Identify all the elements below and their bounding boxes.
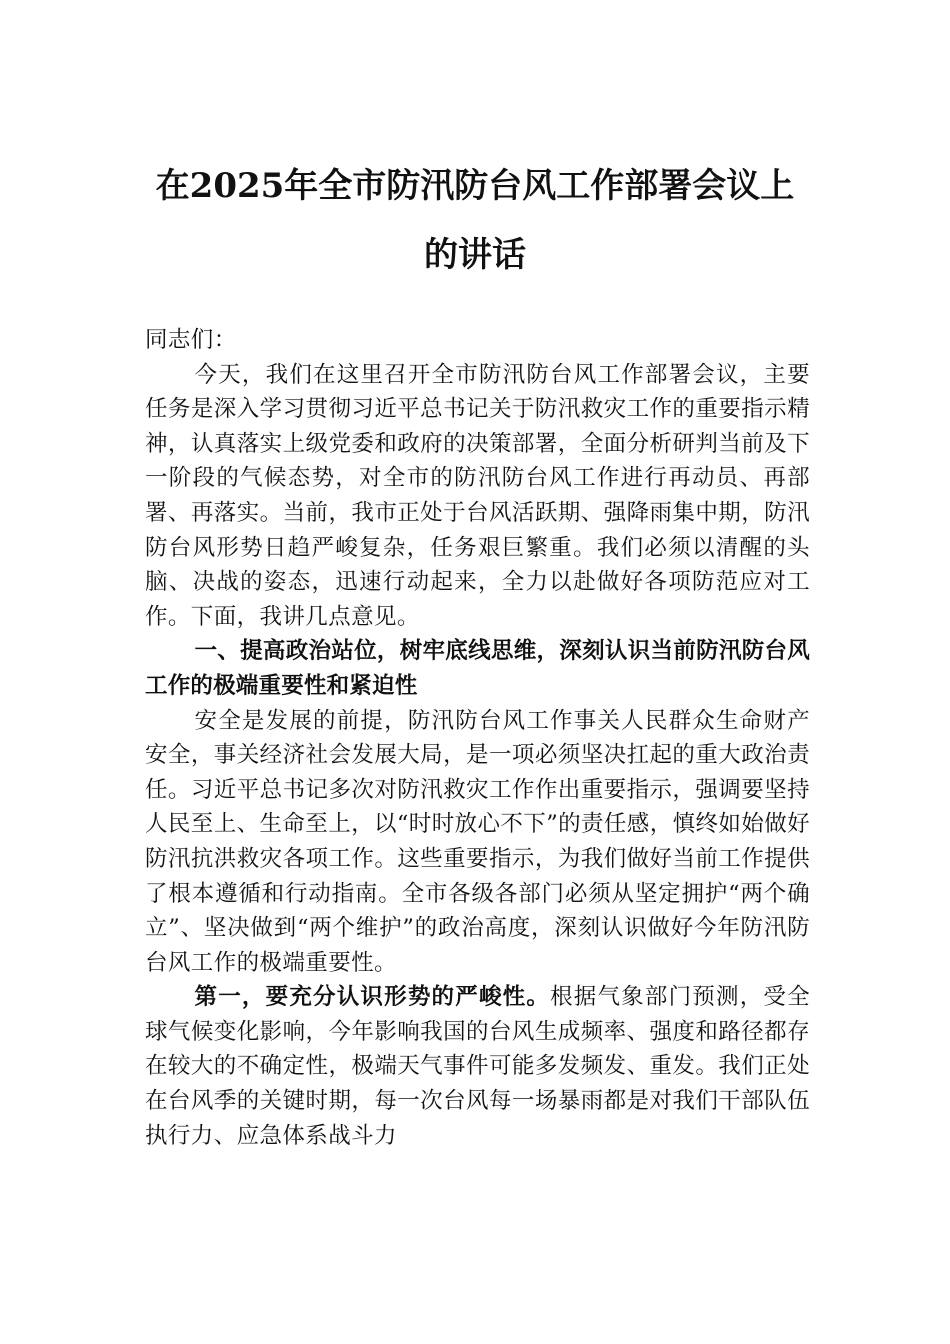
point-1-text: 根据气象部门预测，受全球气候变化影响，今年影响我国的台风生成频率、强度和路径都存在较大的不确定性，极端天气事件可能多发频发、重发。我们正处在台风季的关键时期，每一次台风每一场暴雨都是对我们干部队伍执行力、应急体系战斗力 xyxy=(145,984,810,1149)
intro-paragraph: 今天，我们在这里召开全市防汛防台风工作部署会议，主要任务是深入学习贯彻习近平总书记关于防汛救灾工作的重要指示精神，认真落实上级党委和政府的决策部署，全面分析研判当前及下一阶段的气候态势，对全市的防汛防台风工作进行再动员、再部署、再落实。当前，我市正处于台风活跃期、强降雨集中期，防汛防台风形势日趋严峻复杂，任务艰巨繁重。我们必须以清醒的头脑、决战的姿态，迅速行动起来，全力以赴做好各项防范应对工作。下面，我讲几点意见。 xyxy=(145,361,810,630)
document-title-line-2: 的讲话 xyxy=(424,235,526,275)
point-1-lead: 第一，要充分认识形势的严峻性。 xyxy=(194,984,551,1011)
section-1-paragraph: 安全是发展的前提，防汛防台风工作事关人民群众生命财产安全，事关经济社会发展大局，是一项必须坚决扛起的重大政治责任。习近平总书记多次对防汛救灾工作作出重要指示，强调要坚持人民至上、生命至上，以“时时放心不下”的责任感，慎终如始做好防汛抗洪救灾各项工作。这些重要指示，为我们做好当前工作提供了根本遵循和行动指南。全市各级各部门必须从坚定拥护“两个确立”、坚决做到“两个维护”的政治高度，深刻认识做好今年防汛防台风工作的极端重要性。 xyxy=(145,707,811,976)
section-1-heading: 一、提高政治站位，树牢底线思维，深刻认识当前防汛防台风工作的极端重要性和紧迫性 xyxy=(145,638,810,699)
document-title-line-1: 在2025年全市防汛防台风工作部署会议上 xyxy=(155,166,795,206)
document-body xyxy=(145,323,810,1153)
point-1-paragraph xyxy=(145,980,810,1153)
salutation: 同志们： xyxy=(145,327,237,353)
